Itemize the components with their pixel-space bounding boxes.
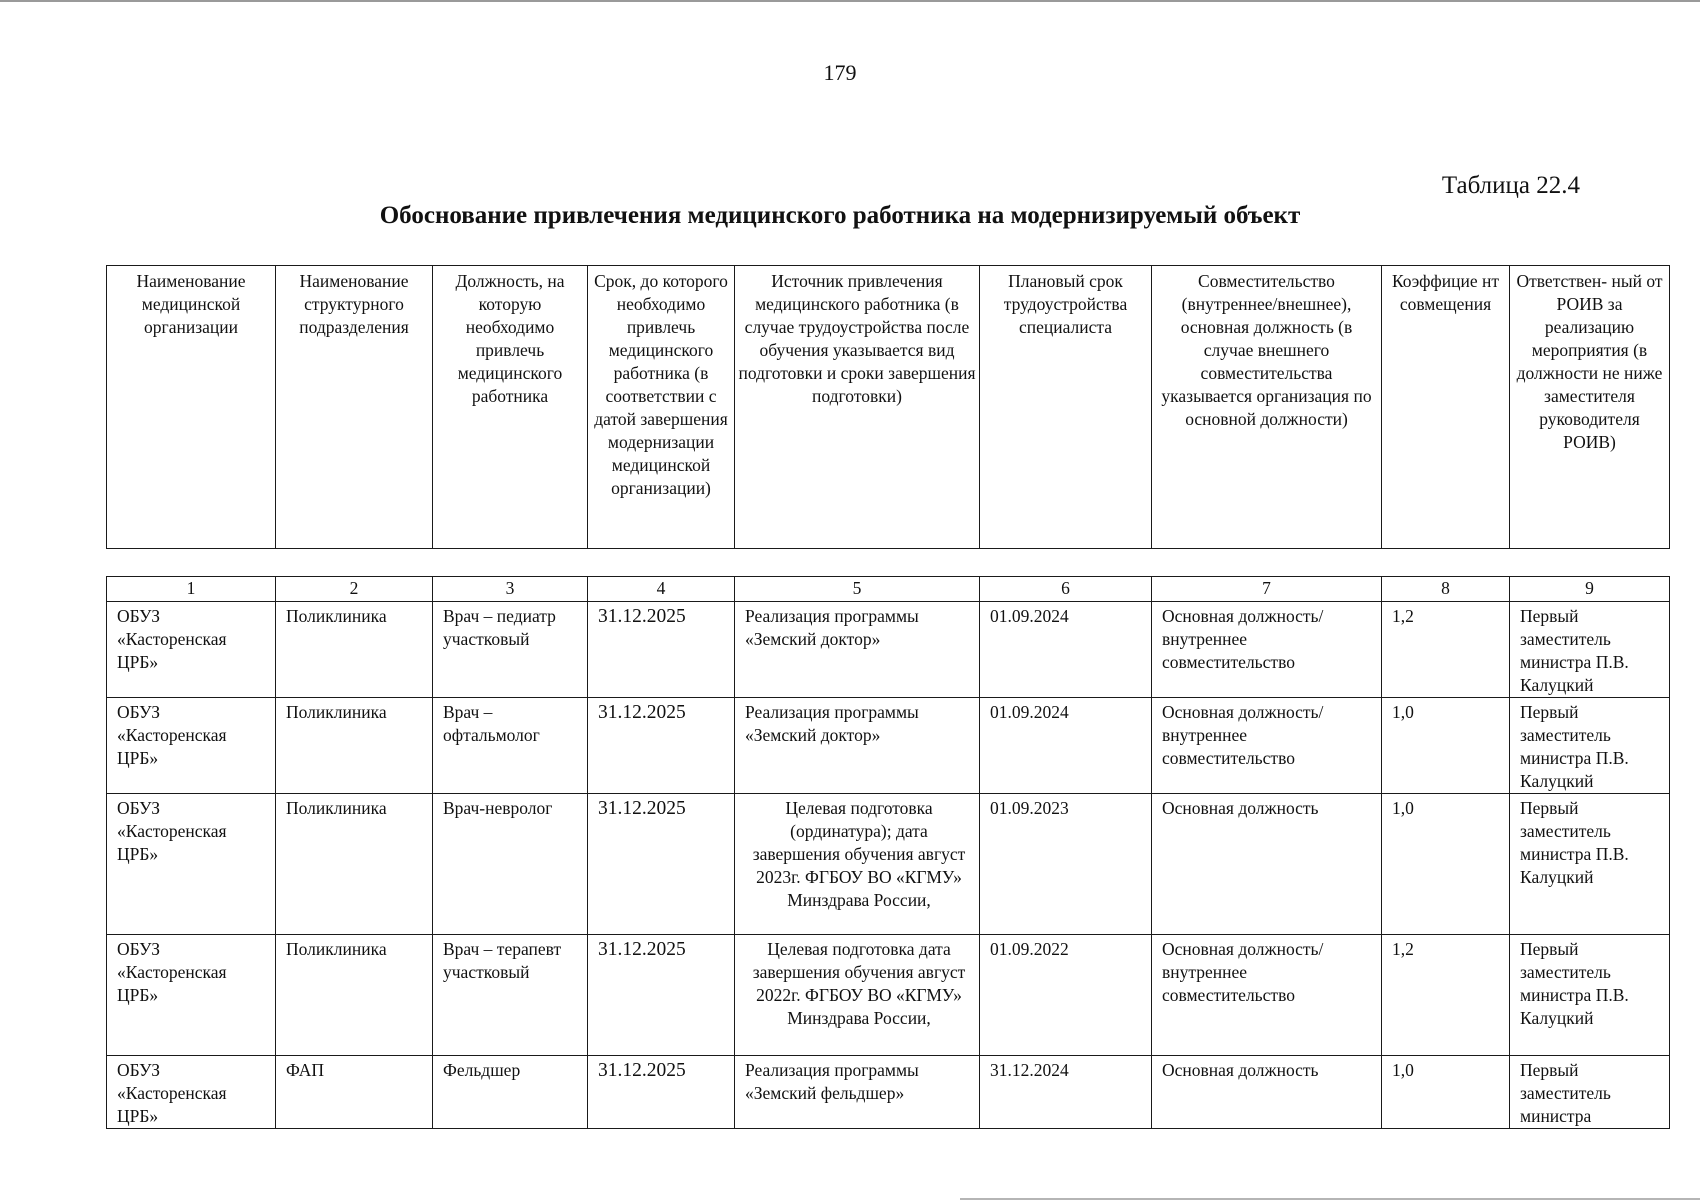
cell-planned-date: 31.12.2024 <box>980 1056 1152 1129</box>
cell-responsible: Первый заместитель министра П.В. Калуцкий <box>1510 698 1670 794</box>
header-table <box>106 265 1670 549</box>
cell-unit: Поликлиника <box>276 602 433 698</box>
column-number: 4 <box>588 577 735 602</box>
cell-unit: Поликлиника <box>276 935 433 1056</box>
table-row <box>107 1056 1670 1129</box>
column-number: 5 <box>735 577 980 602</box>
cell-planned-date: 01.09.2024 <box>980 602 1152 698</box>
cell-planned-date: 01.09.2023 <box>980 794 1152 935</box>
cell-deadline: 31.12.2025 <box>588 794 735 935</box>
cell-position: Врач – офтальмолог <box>433 698 588 794</box>
cell-coefficient: 1,2 <box>1382 602 1510 698</box>
cell-responsible: Первый заместитель министра П.В. Калуцкий <box>1510 935 1670 1056</box>
cell-coefficient: 1,2 <box>1382 935 1510 1056</box>
column-number: 2 <box>276 577 433 602</box>
header-cell-responsible: Ответствен- ный от РОИВ за реализацию мероприятия (в должности не ниже заместителя руководителя РОИВ) <box>1510 266 1670 549</box>
cell-source: Целевая подготовка дата завершения обучения август 2022г. ФГБОУ ВО «КГМУ» Минздрава России, <box>735 935 980 1056</box>
column-number: 9 <box>1510 577 1670 602</box>
cell-planned-date: 01.09.2024 <box>980 698 1152 794</box>
data-table <box>106 576 1670 1129</box>
cell-position: Врач – педиатр участковый <box>433 602 588 698</box>
cell-deadline: 31.12.2025 <box>588 602 735 698</box>
cell-combination: Основная должность/внутреннее совместительство <box>1152 602 1382 698</box>
column-number: 8 <box>1382 577 1510 602</box>
cell-responsible: Первый заместитель министра <box>1510 1056 1670 1129</box>
header-cell-position: Должность, на которую необходимо привлечь медицинского работника <box>433 266 588 549</box>
column-number-row <box>107 577 1670 602</box>
table-row <box>107 698 1670 794</box>
column-number: 7 <box>1152 577 1382 602</box>
table-row <box>107 935 1670 1056</box>
cell-position: Фельдшер <box>433 1056 588 1129</box>
cell-combination: Основная должность/внутреннее совместительство <box>1152 698 1382 794</box>
header-cell-source: Источник привлечения медицинского работника (в случае трудоустройства после обучения указывается вид подготовки и сроки завершения подготовки) <box>735 266 980 549</box>
cell-combination: Основная должность <box>1152 1056 1382 1129</box>
header-cell-planned-date: Плановый срок трудоустройства специалиста <box>980 266 1152 549</box>
cell-org: ОБУЗ «Касторенская ЦРБ» <box>107 1056 276 1129</box>
cell-deadline: 31.12.2025 <box>588 698 735 794</box>
cell-org: ОБУЗ «Касторенская ЦРБ» <box>107 698 276 794</box>
header-cell-unit: Наименование структурного подразделения <box>276 266 433 549</box>
column-number: 6 <box>980 577 1152 602</box>
page-number: 179 <box>823 60 857 85</box>
column-number: 3 <box>433 577 588 602</box>
cell-position: Врач – терапевт участковый <box>433 935 588 1056</box>
scan-border-top <box>0 0 1700 2</box>
cell-source: Реализация программы «Земский доктор» <box>735 602 980 698</box>
header-cell-combination: Совместительство (внутреннее/внешнее), основная должность (в случае внешнего совместительства указывается организация по основной должности) <box>1152 266 1382 549</box>
cell-source: Целевая подготовка (ординатура); дата завершения обучения август 2023г. ФГБОУ ВО «КГМУ» Минздрава России, <box>735 794 980 935</box>
document-title: Обоснование привлечения медицинского работника на модернизируемый объект <box>379 202 1301 229</box>
cell-deadline: 31.12.2025 <box>588 935 735 1056</box>
cell-coefficient: 1,0 <box>1382 794 1510 935</box>
header-cell-org: Наименование медицинской организации <box>107 266 276 549</box>
cell-org: ОБУЗ «Касторенская ЦРБ» <box>107 935 276 1056</box>
cell-position: Врач-невролог <box>433 794 588 935</box>
cell-combination: Основная должность <box>1152 794 1382 935</box>
table-row <box>107 602 1670 698</box>
cell-unit: ФАП <box>276 1056 433 1129</box>
cell-source: Реализация программы «Земский доктор» <box>735 698 980 794</box>
cell-combination: Основная должность/внутреннее совместительство <box>1152 935 1382 1056</box>
cell-unit: Поликлиника <box>276 698 433 794</box>
cell-responsible: Первый заместитель министра П.В. Калуцкий <box>1510 602 1670 698</box>
cell-org: ОБУЗ «Касторенская ЦРБ» <box>107 602 276 698</box>
cell-org: ОБУЗ «Касторенская ЦРБ» <box>107 794 276 935</box>
cell-responsible: Первый заместитель министра П.В. Калуцкий <box>1510 794 1670 935</box>
cell-coefficient: 1,0 <box>1382 698 1510 794</box>
table-label: Таблица 22.4 <box>1441 172 1580 199</box>
cell-deadline: 31.12.2025 <box>588 1056 735 1129</box>
column-number: 1 <box>107 577 276 602</box>
cell-unit: Поликлиника <box>276 794 433 935</box>
header-cell-coefficient: Коэффицие нт совмещения <box>1382 266 1510 549</box>
cell-planned-date: 01.09.2022 <box>980 935 1152 1056</box>
cell-coefficient: 1,0 <box>1382 1056 1510 1129</box>
cell-source: Реализация программы «Земский фельдшер» <box>735 1056 980 1129</box>
table-row <box>107 794 1670 935</box>
header-row <box>107 266 1670 549</box>
header-cell-deadline: Срок, до которого необходимо привлечь медицинского работника (в соответствии с датой завершения модернизации медицинской организации) <box>588 266 735 549</box>
